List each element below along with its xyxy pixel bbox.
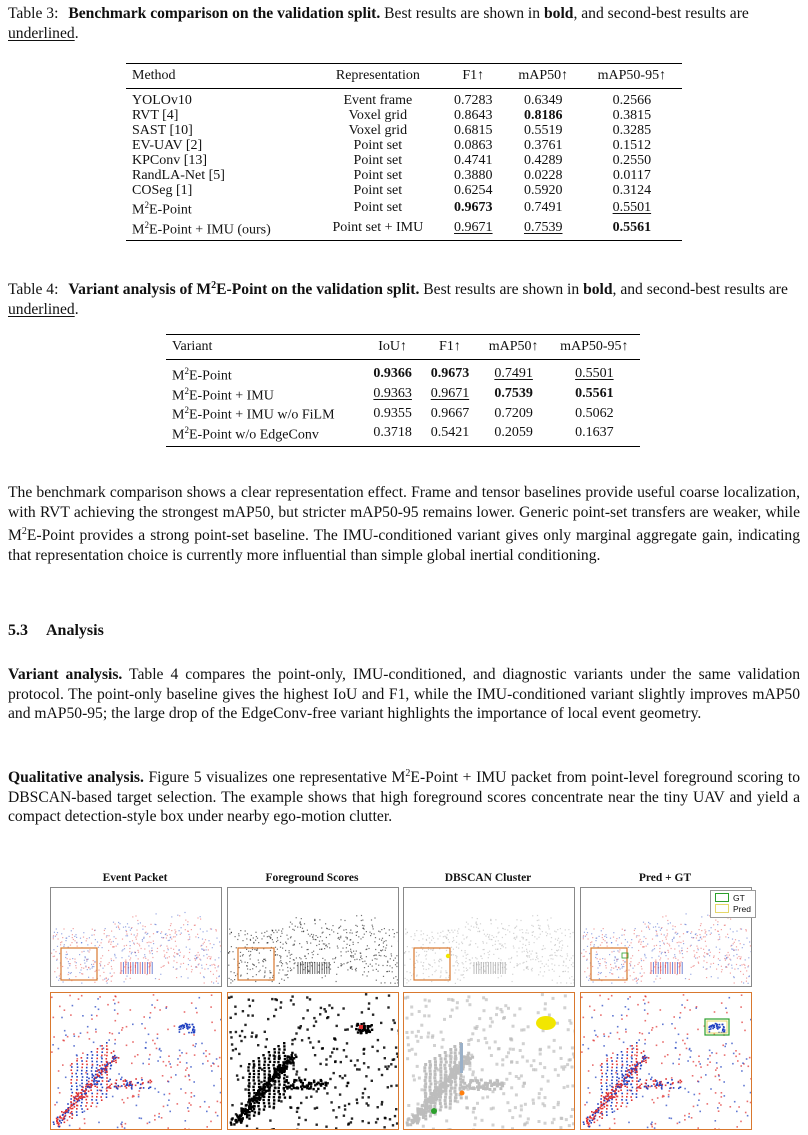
f1-cell: [421, 384, 478, 404]
f1-cell: [442, 183, 505, 198]
f1-value: 0.9667: [430, 405, 470, 421]
iou-value: 0.9366: [373, 366, 412, 382]
map50-value: 0.7491: [523, 200, 563, 216]
method-cell: [126, 153, 314, 168]
map50-cell: [479, 384, 549, 404]
table-row: [126, 108, 682, 123]
method-cell: [126, 89, 314, 109]
variant-label: M: [172, 368, 185, 384]
map50-cell: [505, 183, 582, 198]
method-label: E-Point + IMU (ours): [148, 222, 271, 238]
map5095-cell: [582, 183, 682, 198]
f1-value: 0.6254: [454, 183, 493, 198]
column-header: Variant: [166, 335, 364, 360]
table4-caption: Table 4: Variant analysis of $M^2E$-Point on the validation split. Best results are shown in bold, and second-best results are underlined.: [8, 280, 788, 319]
f1-value: 0.9671: [430, 385, 470, 401]
f1-value: 0.9671: [454, 219, 493, 235]
legend: [710, 890, 756, 918]
figure-image: [404, 888, 574, 986]
f1-cell: [421, 403, 478, 423]
map50-value: 0.7209: [494, 405, 533, 421]
representation-cell: Point set: [353, 168, 403, 183]
representation-cell: Voxel grid: [348, 123, 408, 138]
table-header-row: [166, 335, 640, 360]
map5095-value: 0.5501: [612, 200, 652, 216]
map50-value: 0.8186: [523, 108, 563, 123]
method-label: RandLA-Net [5]: [132, 168, 225, 183]
variant-table: [166, 334, 640, 447]
representation-cell: Point set: [353, 200, 403, 216]
iou-value: 0.9355: [373, 405, 412, 421]
dbscan-cluster-zoom: [403, 992, 575, 1130]
column-header: mAP50↑: [505, 64, 582, 89]
map5095-value: 0.1637: [575, 425, 614, 441]
table-row: [126, 123, 682, 138]
variant-cell: [166, 384, 364, 404]
dbscan-cluster-overview: [403, 887, 575, 987]
variant-superscript: 2: [184, 385, 189, 396]
map5095-cell: [582, 198, 682, 218]
table3-caption: Table 3: Benchmark comparison on the validation split. Best results are shown in bold, and second-best results are underlined.: [8, 5, 749, 42]
method-cell: [126, 183, 314, 198]
event-packet-overview: [50, 887, 222, 987]
map5095-cell: [549, 423, 640, 446]
method-cell: [126, 218, 314, 241]
panel-title: DBSCAN Cluster: [444, 872, 532, 884]
map5095-value: 0.2566: [612, 93, 652, 108]
variant-label: E-Point w/o EdgeConv: [188, 427, 319, 443]
column-header: mAP50↑: [479, 335, 549, 360]
method-label: E-Point: [148, 202, 192, 218]
representation-cell: Point set: [353, 183, 403, 198]
map5095-cell: [582, 153, 682, 168]
map50-value: 0.0228: [523, 168, 563, 183]
legend-entry-pred: Pred: [715, 904, 751, 915]
table-row: [126, 218, 682, 241]
map50-value: 0.5519: [523, 123, 563, 138]
f1-value: 0.9673: [454, 200, 493, 216]
map5095-value: 0.5561: [612, 219, 652, 235]
f1-cell: [442, 218, 505, 241]
table-row: [126, 183, 682, 198]
map50-cell: [505, 138, 582, 153]
legend-entry-gt: GT: [715, 893, 751, 904]
map5095-value: 0.3285: [612, 123, 652, 138]
map5095-value: 0.3124: [612, 183, 652, 198]
method-label: SAST [10]: [132, 123, 193, 138]
gt-swatch-icon: [715, 893, 729, 902]
figure-image: [51, 993, 221, 1129]
map5095-value: 0.5062: [575, 405, 614, 421]
column-header: F1↑: [442, 64, 505, 89]
variant-cell: [166, 423, 364, 446]
f1-cell: [421, 423, 478, 446]
map5095-value: 0.5561: [575, 385, 614, 401]
table-row: [126, 198, 682, 218]
panel-title: Event Packet: [102, 872, 168, 884]
table-row: [166, 403, 640, 423]
column-header: mAP50-95↑: [582, 64, 682, 89]
pred-gt-zoom: [580, 992, 752, 1130]
table-row: [166, 360, 640, 384]
column-header: IoU↑: [364, 335, 421, 360]
variant-superscript: 2: [184, 424, 189, 435]
map50-value: 0.7539: [494, 385, 533, 401]
map50-value: 0.3761: [523, 138, 563, 153]
method-cell: [126, 168, 314, 183]
f1-cell: [442, 123, 505, 138]
f1-cell: [442, 198, 505, 218]
figure-image: [228, 888, 398, 986]
table-row: [126, 168, 682, 183]
map50-cell: [505, 198, 582, 218]
results-paragraph: The benchmark comparison shows a clear representation effect. Frame and tensor baselines provide useful coarse localization, with RVT achieving the strongest mAP50, but stricter mAP50-95 remains lower. Generic point-set transfers are weaker, while $M^2E$-Point provides a strong point-set baseline. The IMU-conditioned variant gives only marginal aggregate gain, indicating that representation choice is currently more influential than simple global inertial conditioning.: [8, 484, 800, 564]
iou-value: 0.3718: [373, 425, 412, 441]
table-row: [126, 138, 682, 153]
representation-cell: Event frame: [343, 93, 413, 108]
figure-image: [404, 993, 574, 1129]
foreground-scores-overview: [227, 887, 399, 987]
representation-cell: Voxel grid: [348, 108, 408, 123]
map50-cell: [505, 108, 582, 123]
column-header: mAP50-95↑: [549, 335, 640, 360]
f1-value: 0.8643: [454, 108, 493, 123]
benchmark-table: [126, 63, 682, 241]
map5095-cell: [582, 168, 682, 183]
panel-title: Foreground Scores: [265, 872, 359, 884]
map5095-cell: [582, 89, 682, 109]
map5095-cell: [582, 108, 682, 123]
variant-label: M: [172, 427, 185, 443]
representation-cell: Point set + IMU: [332, 219, 424, 235]
variant-label: M: [172, 407, 185, 423]
map50-value: 0.6349: [523, 93, 563, 108]
map50-cell: [479, 403, 549, 423]
map50-value: 0.2059: [494, 425, 533, 441]
method-cell: [126, 108, 314, 123]
map5095-value: 0.0117: [612, 168, 651, 183]
representation-cell: Point set: [353, 138, 403, 153]
event-packet-zoom: [50, 992, 222, 1130]
method-label: M: [132, 222, 145, 238]
variant-label: E-Point: [188, 368, 232, 384]
map50-cell: [505, 89, 582, 109]
map50-cell: [505, 153, 582, 168]
variant-label: M: [172, 388, 185, 404]
map5095-value: 0.3815: [612, 108, 652, 123]
f1-cell: [442, 168, 505, 183]
map50-cell: [505, 123, 582, 138]
figure-image: [51, 888, 221, 986]
column-header: Method: [126, 64, 314, 89]
map50-value: 0.7539: [523, 219, 563, 235]
foreground-scores-zoom: [227, 992, 399, 1130]
variant-label: E-Point + IMU: [188, 388, 274, 404]
method-superscript: 2: [144, 219, 149, 230]
map5095-cell: [582, 123, 682, 138]
f1-cell: [442, 89, 505, 109]
method-cell: [126, 123, 314, 138]
pred-swatch-icon: [715, 904, 729, 913]
method-label: EV-UAV [2]: [132, 138, 203, 153]
map5095-value: 0.5501: [575, 366, 614, 382]
f1-value: 0.6815: [454, 123, 493, 138]
map5095-value: 0.1512: [612, 138, 652, 153]
map5095-cell: [549, 360, 640, 384]
f1-value: 0.0863: [454, 138, 493, 153]
iou-value: 0.9363: [373, 385, 412, 401]
variant-cell: [166, 403, 364, 423]
variant-label: E-Point + IMU w/o FiLM: [188, 407, 335, 423]
representation-cell: Point set: [353, 153, 403, 168]
figure-image: [581, 993, 751, 1129]
column-header: F1↑: [421, 335, 478, 360]
variant-analysis-paragraph: Variant analysis. Table 4 compares the point-only, IMU-conditioned, and diagnostic variants under the same validation protocol. The point-only baseline gives the highest IoU and F1, while the IMU-conditioned variant slightly improves mAP50 and mAP50-95; the large drop of the EdgeConv-free variant highlights the importance of local event geometry.: [8, 666, 800, 723]
method-cell: [126, 198, 314, 218]
method-label: KPConv [13]: [132, 153, 208, 168]
table-row: [126, 153, 682, 168]
map50-cell: [505, 168, 582, 183]
map5095-cell: [549, 384, 640, 404]
iou-cell: [364, 423, 421, 446]
map5095-cell: [582, 218, 682, 241]
map5095-cell: [582, 138, 682, 153]
map50-value: 0.5920: [523, 183, 563, 198]
f1-value: 0.9673: [430, 366, 470, 382]
section-heading: 5.3 Analysis: [8, 622, 104, 639]
variant-superscript: 2: [184, 405, 189, 416]
figure-image: [228, 993, 398, 1129]
method-label: YOLOv10: [132, 93, 192, 108]
f1-value: 0.4741: [454, 153, 493, 168]
map5095-cell: [549, 403, 640, 423]
iou-cell: [364, 403, 421, 423]
f1-cell: [442, 108, 505, 123]
f1-cell: [442, 138, 505, 153]
map50-cell: [479, 423, 549, 446]
map5095-value: 0.2550: [612, 153, 652, 168]
f1-value: 0.5421: [430, 425, 470, 441]
method-superscript: 2: [144, 200, 149, 210]
iou-cell: [364, 384, 421, 404]
qualitative-analysis-paragraph: Qualitative analysis. Figure 5 visualizes one representative $M^2E$-Point + IMU packet from point-level foreground scoring to DBSCAN-based target selection. The example shows that high foreground scores concentrate near the tiny UAV and yield a compact detection-style box under nearby ego-motion clutter.: [8, 768, 800, 826]
map50-cell: [479, 360, 549, 384]
map50-value: 0.4289: [523, 153, 563, 168]
table-row: [126, 89, 682, 109]
column-header: Representation: [314, 64, 442, 89]
iou-cell: [364, 360, 421, 384]
panel-title: Pred + GT: [638, 872, 692, 884]
table-row: [166, 384, 640, 404]
variant-superscript: 2: [184, 366, 189, 376]
method-label: COSeg [1]: [132, 183, 193, 198]
method-label: M: [132, 202, 145, 218]
method-label: RVT [4]: [132, 108, 179, 123]
table-row: [166, 423, 640, 446]
map50-cell: [505, 218, 582, 241]
variant-cell: [166, 360, 364, 384]
table-header-row: [126, 64, 682, 89]
map50-value: 0.7491: [494, 366, 533, 382]
method-cell: [126, 138, 314, 153]
f1-cell: [421, 360, 478, 384]
f1-value: 0.3880: [454, 168, 493, 183]
f1-cell: [442, 153, 505, 168]
f1-value: 0.7283: [454, 93, 493, 108]
